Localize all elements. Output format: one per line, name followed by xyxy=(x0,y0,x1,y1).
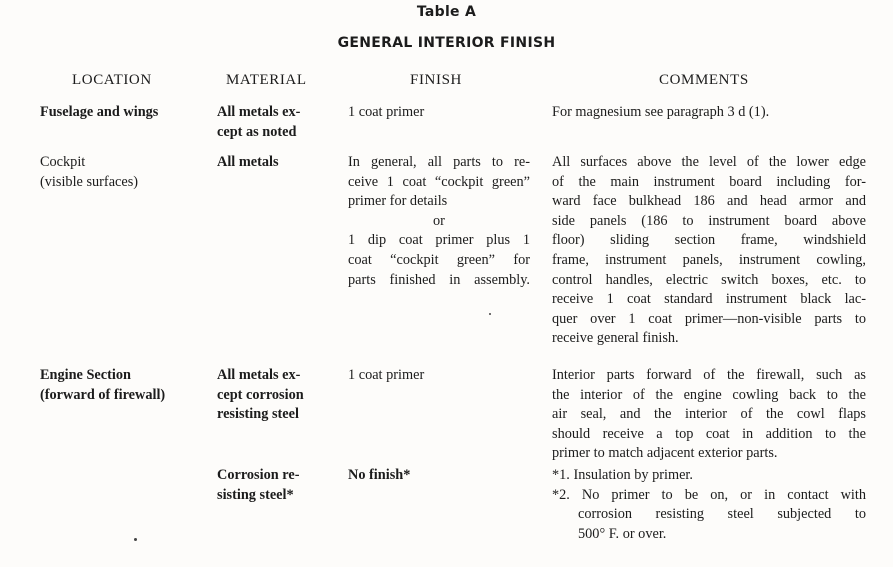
text-line: receive general finish. xyxy=(552,330,679,347)
text-line: side panels (186 to instrument board above xyxy=(552,212,866,229)
text-line: of the main instrument board including for- xyxy=(552,173,866,190)
text-line: ward face bulkhead 186 and head armor and xyxy=(552,193,866,210)
text-line: All metals ex- xyxy=(217,367,301,383)
text-line: (visible surfaces) xyxy=(40,173,139,190)
text-line: or xyxy=(433,212,445,229)
cockpit-finish xyxy=(348,153,530,290)
cockpit-location xyxy=(40,153,210,192)
engine-comments xyxy=(552,366,866,464)
fuselage-location xyxy=(40,103,210,123)
text-line: frame, instrument panels, instrument cowling, xyxy=(552,251,866,268)
text-line: Corrosion re- xyxy=(217,467,300,483)
header-finish: FINISH xyxy=(410,72,462,88)
text-line: Cockpit xyxy=(40,154,86,170)
corrosion-finish xyxy=(348,466,534,486)
scan-speck xyxy=(134,538,137,541)
text-line: Interior parts forward of the firewall, such as xyxy=(552,367,866,383)
text-line: receive 1 coat standard instrument black lac- xyxy=(552,291,866,308)
footnote-2-line: 500° F. or over. xyxy=(578,525,667,542)
footnote-1: *1. Insulation by primer. xyxy=(552,467,693,483)
text-line: sisting steel* xyxy=(217,486,294,503)
text-line: Fuselage and wings xyxy=(40,104,159,120)
text-line: 1 dip coat primer plus 1 xyxy=(348,232,530,249)
header-location: LOCATION xyxy=(72,72,152,88)
footnote-2: *2. No primer to be on, or in contact with xyxy=(552,486,866,503)
text-line: 1 coat primer xyxy=(348,104,425,120)
text-line: should receive a top coat in addition to the xyxy=(552,425,866,442)
text-line: control handles, electric switch boxes, etc. to xyxy=(552,271,866,288)
engine-location xyxy=(40,366,210,405)
cockpit-comments xyxy=(552,153,866,349)
text-line: cept corrosion xyxy=(217,386,304,403)
text-line: In general, all parts to re- xyxy=(348,154,530,170)
text-line: quer over 1 coat primer—non-visible parts to xyxy=(552,310,866,327)
scan-speck xyxy=(489,313,491,315)
text-line: For magnesium see paragraph 3 d (1). xyxy=(552,104,770,120)
fuselage-comments xyxy=(552,103,866,123)
text-line: cept as noted xyxy=(217,123,297,140)
corrosion-notes xyxy=(552,466,866,544)
table-title: Table A xyxy=(416,4,477,20)
text-line: All metals xyxy=(217,154,279,170)
text-line: (forward of firewall) xyxy=(40,386,166,403)
engine-finish xyxy=(348,366,534,386)
cockpit-material xyxy=(217,153,335,173)
fuselage-finish xyxy=(348,103,534,123)
text-line: Engine Section xyxy=(40,367,131,383)
text-line: coat “cockpit green” for xyxy=(348,251,530,268)
text-line: air seal, and the interior of the cowl flaps xyxy=(552,406,866,423)
text-line: resisting steel xyxy=(217,406,299,423)
text-line: primer to match adjacent exterior parts. xyxy=(552,445,778,462)
header-material: MATERIAL xyxy=(226,72,307,88)
footnote-2-line: corrosion resisting steel subjected to xyxy=(578,506,866,523)
text-line: parts finished in assembly. xyxy=(348,271,530,288)
engine-material xyxy=(217,366,335,425)
text-line: ceive 1 coat “cockpit green” xyxy=(348,173,530,190)
text-line: the interior of the engine cowling back to the xyxy=(552,386,866,403)
table-subtitle: GENERAL INTERIOR FINISH xyxy=(337,35,556,51)
text-line: 1 coat primer xyxy=(348,367,425,383)
fuselage-material xyxy=(217,103,335,142)
text-line: All metals ex- xyxy=(217,104,301,120)
text-line: floor) sliding section frame, windshield xyxy=(552,232,866,249)
header-comments: COMMENTS xyxy=(659,72,749,88)
corrosion-material xyxy=(217,466,335,505)
text-line: primer for details xyxy=(348,193,448,210)
text-line: No finish* xyxy=(348,467,411,483)
text-line: All surfaces above the level of the lower edge xyxy=(552,154,866,170)
